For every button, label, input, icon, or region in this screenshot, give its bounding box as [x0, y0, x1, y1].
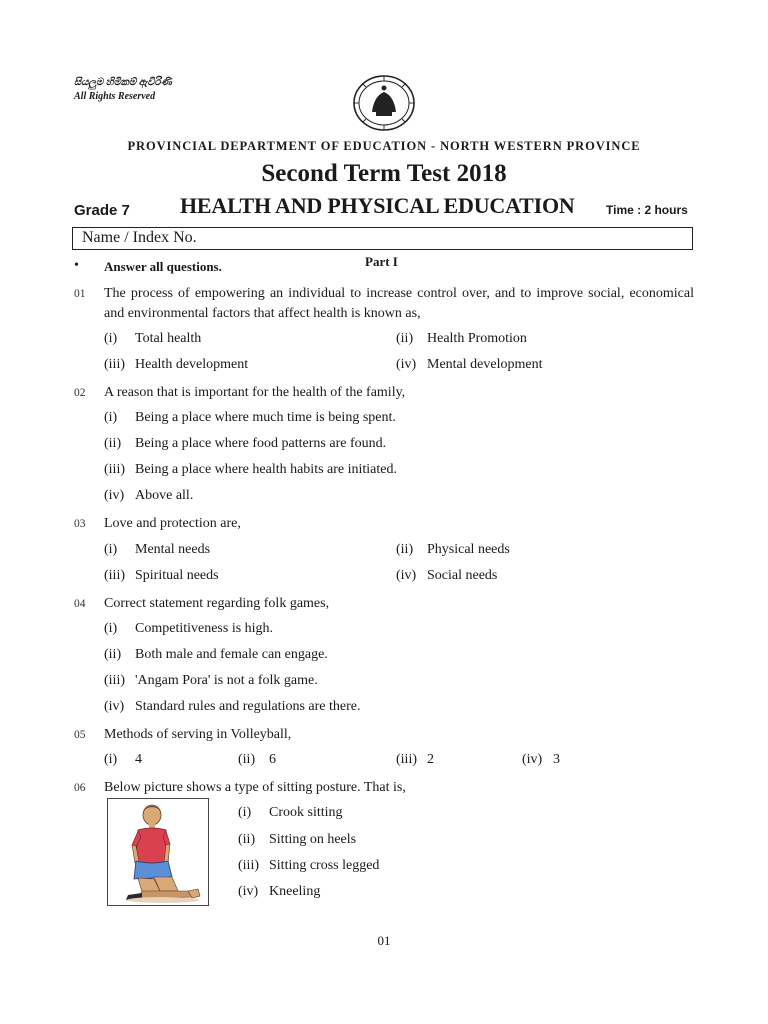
grade-label: Grade 7: [74, 202, 130, 219]
option[interactable]: (iv) Standard rules and regulations are there.: [104, 699, 361, 714]
question-text: Love and protection are,: [104, 516, 241, 531]
option[interactable]: (ii) Sitting on heels: [238, 832, 357, 847]
option[interactable]: (i) Mental needs: [104, 542, 211, 557]
page-number: 01: [377, 933, 391, 948]
option[interactable]: (iv) Kneeling: [238, 884, 321, 899]
option[interactable]: (i) Being a place where much time is being spent.: [104, 410, 396, 425]
option[interactable]: (iv) Mental development: [396, 357, 543, 372]
option[interactable]: (iii) Health development: [104, 357, 249, 372]
option[interactable]: (iii) Sitting cross legged: [238, 858, 380, 873]
option[interactable]: (iii) Spiritual needs: [104, 568, 219, 583]
question-text: Below picture shows a type of sitting posture. That is,: [104, 780, 406, 795]
department-heading: PROVINCIAL DEPARTMENT OF EDUCATION - NORTH WESTERN PROVINCE: [127, 139, 641, 153]
option[interactable]: (i) Crook sitting: [238, 805, 343, 820]
option[interactable]: (iii) 2: [396, 752, 434, 767]
option[interactable]: (i) Competitiveness is high.: [104, 621, 274, 636]
kneeling-posture-picture: [107, 798, 209, 906]
question-number: 01: [74, 288, 86, 300]
question-number: 02: [74, 387, 86, 399]
option[interactable]: (iv) 3: [522, 752, 560, 767]
name-index-field[interactable]: [72, 227, 693, 250]
test-title: Second Term Test 2018: [261, 160, 507, 187]
question-text: A reason that is important for the health of the family,: [104, 385, 406, 400]
option[interactable]: (i) 4: [104, 752, 142, 767]
sinhala-rights-text: සියලුම හිමිකම් ඇවිරිණි: [74, 77, 172, 88]
part-heading: Part I: [365, 254, 398, 269]
option[interactable]: (ii) Health Promotion: [396, 331, 527, 346]
option[interactable]: (ii) Physical needs: [396, 542, 510, 557]
option[interactable]: (ii) Being a place where food patterns are found.: [104, 436, 387, 451]
question-number: 06: [74, 782, 86, 794]
kneeling-person-icon: [108, 799, 208, 905]
question-text: Correct statement regarding folk games,: [104, 596, 330, 611]
option[interactable]: (iii) Being a place where health habits are initiated.: [104, 462, 398, 477]
option[interactable]: (iii) 'Angam Pora' is not a folk game.: [104, 673, 318, 688]
option[interactable]: (iv) Social needs: [396, 568, 498, 583]
option[interactable]: (ii) 6: [238, 752, 276, 767]
time-label: Time : 2 hours: [606, 203, 688, 217]
question-text: The process of empowering an individual to increase control over, and to improve social, economical and environmental factors that affect health is known as,: [104, 286, 694, 321]
rights-text: All Rights Reserved: [74, 91, 156, 102]
option[interactable]: (iv) Above all.: [104, 488, 194, 503]
option[interactable]: (ii) Both male and female can engage.: [104, 647, 328, 662]
question-text: Methods of serving in Volleyball,: [104, 727, 292, 742]
question-number: 03: [74, 518, 86, 530]
name-index-label: Name / Index No.: [82, 229, 197, 246]
option[interactable]: (i) Total health: [104, 331, 202, 346]
subject-title: HEALTH AND PHYSICAL EDUCATION: [180, 193, 575, 218]
question-number: 04: [74, 598, 86, 610]
instruction-text: Answer all questions.: [104, 259, 222, 274]
instruction-bullet: •: [74, 258, 79, 273]
question-number: 05: [74, 729, 86, 741]
provincial-emblem-icon: [352, 74, 416, 132]
rights-notice: [74, 76, 172, 104]
